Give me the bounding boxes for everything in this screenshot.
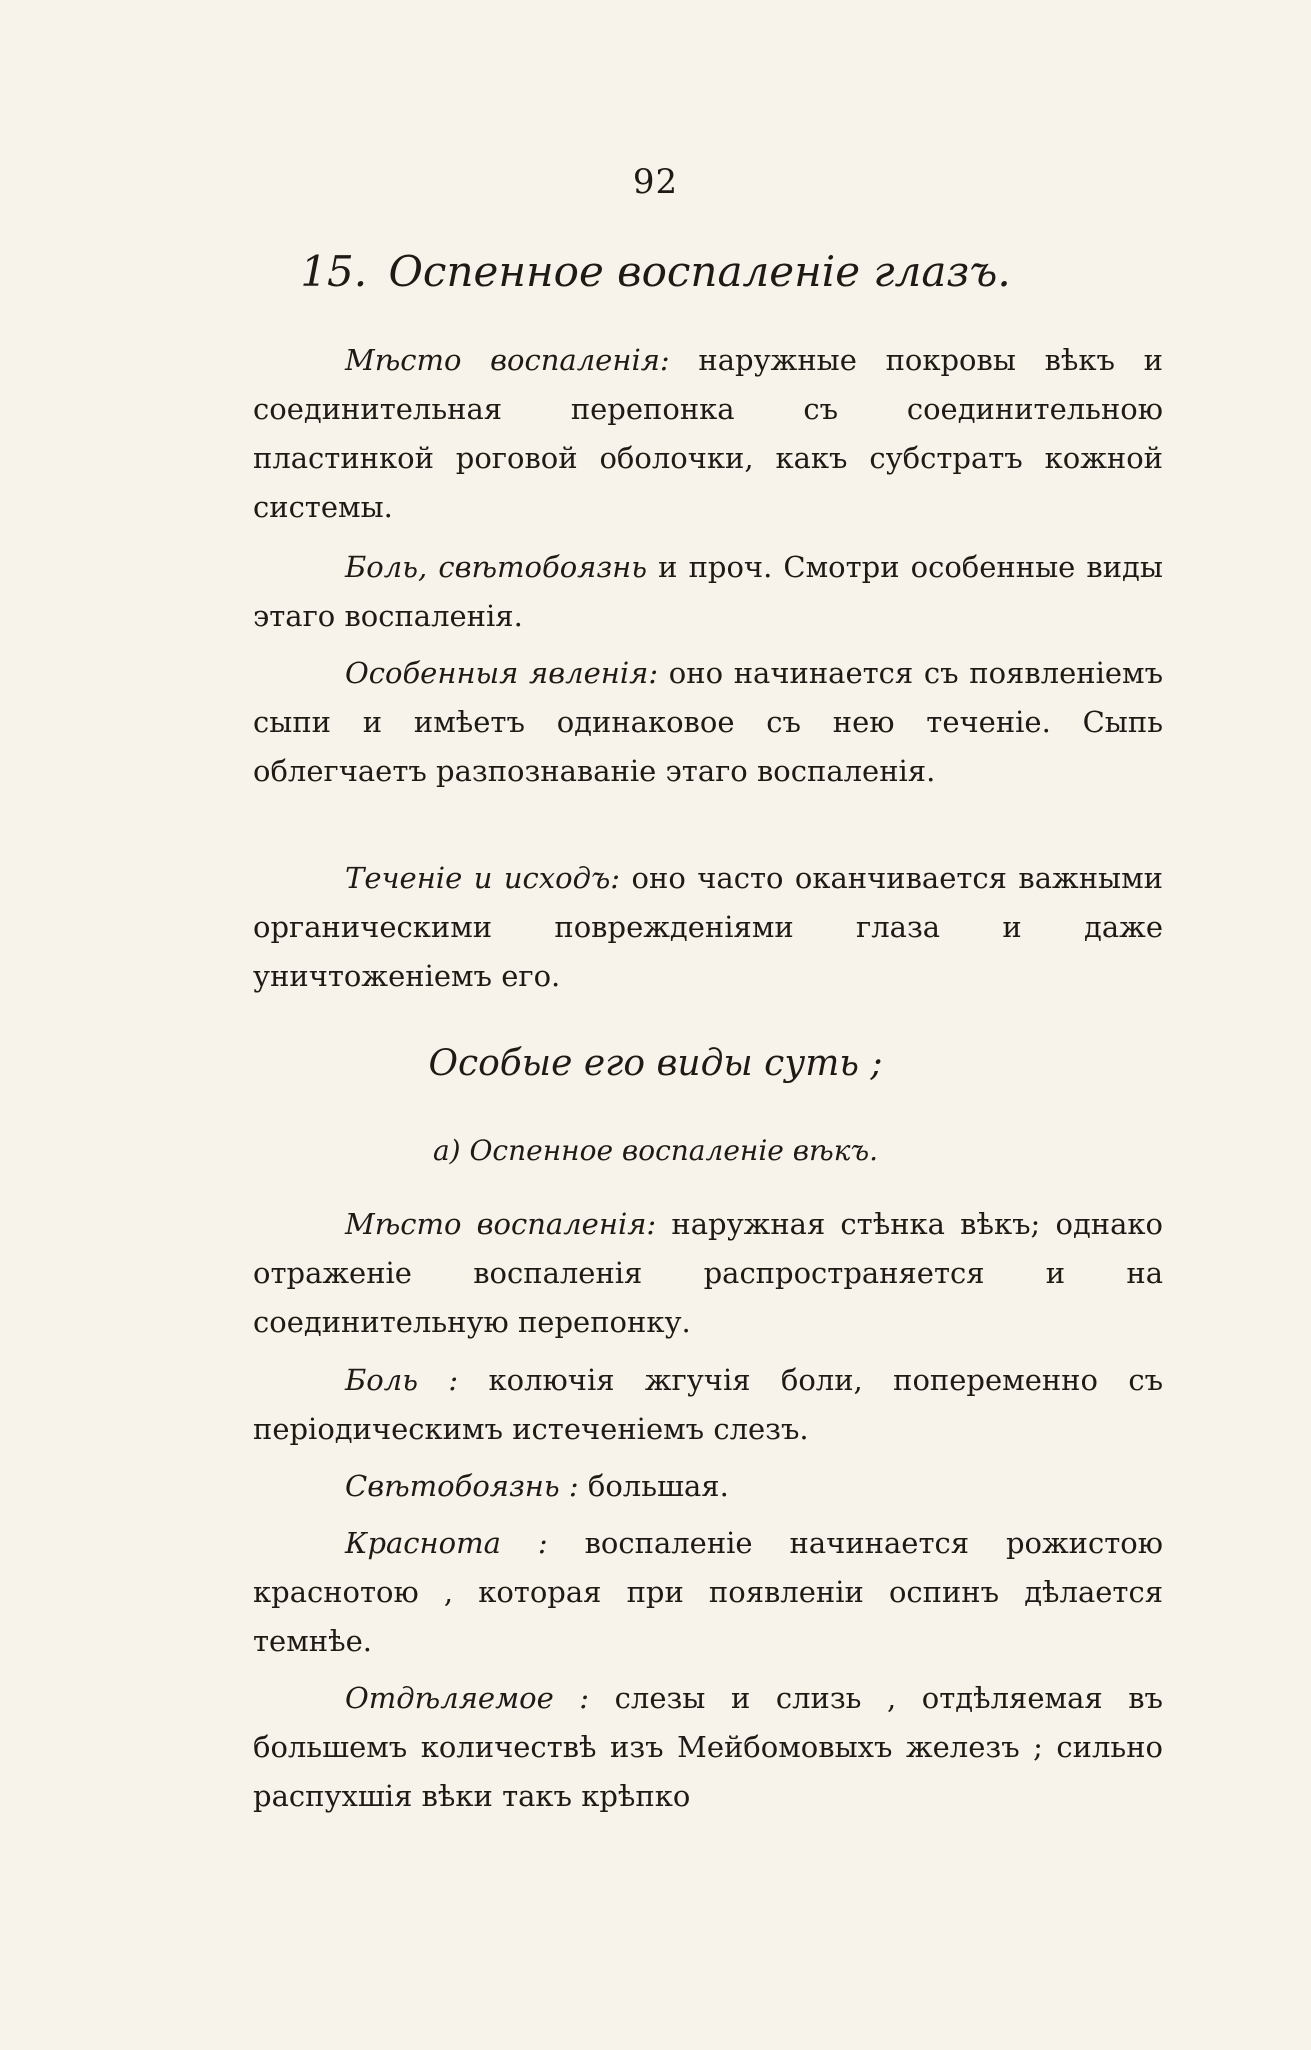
paragraph-redness-sub bbox=[253, 1519, 1163, 1666]
paragraph-text: воспаленіе начинается рожистою краснотою , которая при появленіи оспинъ дѣлается темнѣе. bbox=[253, 1526, 1164, 1658]
paragraph-label: Мѣсто воспаленія: bbox=[345, 343, 670, 377]
paragraph-text: колючія жгучія боли, попеременно съ періодическимъ истеченіемъ слезъ. bbox=[253, 1363, 1164, 1446]
paragraph-label: Боль : bbox=[345, 1363, 459, 1397]
paragraph-photophobia-sub bbox=[253, 1462, 1163, 1511]
paragraph-text: наружная стѣнка вѣкъ; однако отраженіе воспаленія распространяется и на соединительную перепонку. bbox=[253, 1207, 1164, 1339]
paragraph-text: большая. bbox=[587, 1469, 729, 1503]
paragraph-text: наружные покровы вѣкъ и соединительная перепонка съ соединительною пластинкой роговой оболочки, какъ субстратъ кожной системы. bbox=[253, 343, 1163, 524]
section-title-text: Оспенное воспаленіе глазъ. bbox=[388, 247, 1011, 296]
paragraph-label: Мѣсто воспаленія: bbox=[345, 1207, 657, 1241]
page-number: 92 bbox=[632, 162, 679, 202]
section-number: 15. bbox=[300, 247, 368, 296]
paragraph-features bbox=[253, 649, 1163, 796]
paragraph-location-sub bbox=[253, 1200, 1163, 1347]
paragraph-label: Свѣтобоязнь : bbox=[345, 1469, 579, 1503]
paragraph-pain-sub bbox=[253, 1356, 1163, 1454]
paragraph-text: оно часто оканчивается важными органическими поврежденіями глаза и даже уничтоженіемъ его. bbox=[253, 861, 1164, 993]
paragraph-pain bbox=[253, 543, 1163, 641]
paragraph-label: Особенныя явленія: bbox=[345, 656, 659, 690]
paragraph-label: Боль, свѣтобоязнь bbox=[345, 550, 648, 584]
paragraph-label: Краснота : bbox=[345, 1526, 548, 1560]
paragraph-text: и проч. Смотри особенные виды этаго воспаленія. bbox=[253, 550, 1163, 633]
paragraph-label: Отдѣляемое : bbox=[345, 1681, 590, 1715]
paragraph-discharge-sub bbox=[253, 1674, 1163, 1821]
section-title bbox=[0, 247, 1311, 296]
subsection-heading: а) Оспенное воспаленіе вѣкъ. bbox=[432, 1134, 879, 1167]
paragraph-text: оно начинается съ появленіемъ сыпи и имѣетъ одинаковое съ нею теченіе. Сыпь облегчаетъ разпознаваніе этаго воспаленія. bbox=[253, 656, 1164, 788]
paragraph-label: Теченіе и исходъ: bbox=[345, 861, 621, 895]
paragraph-text: слезы и слизь , отдѣляемая въ большемъ количествѣ изъ Мейбомовыхъ железъ ; сильно распухшія вѣки такъ крѣпко bbox=[253, 1681, 1164, 1813]
paragraph-course bbox=[253, 854, 1163, 1001]
types-heading: Особые его виды суть ; bbox=[428, 1043, 883, 1084]
paragraph-location bbox=[253, 336, 1163, 532]
